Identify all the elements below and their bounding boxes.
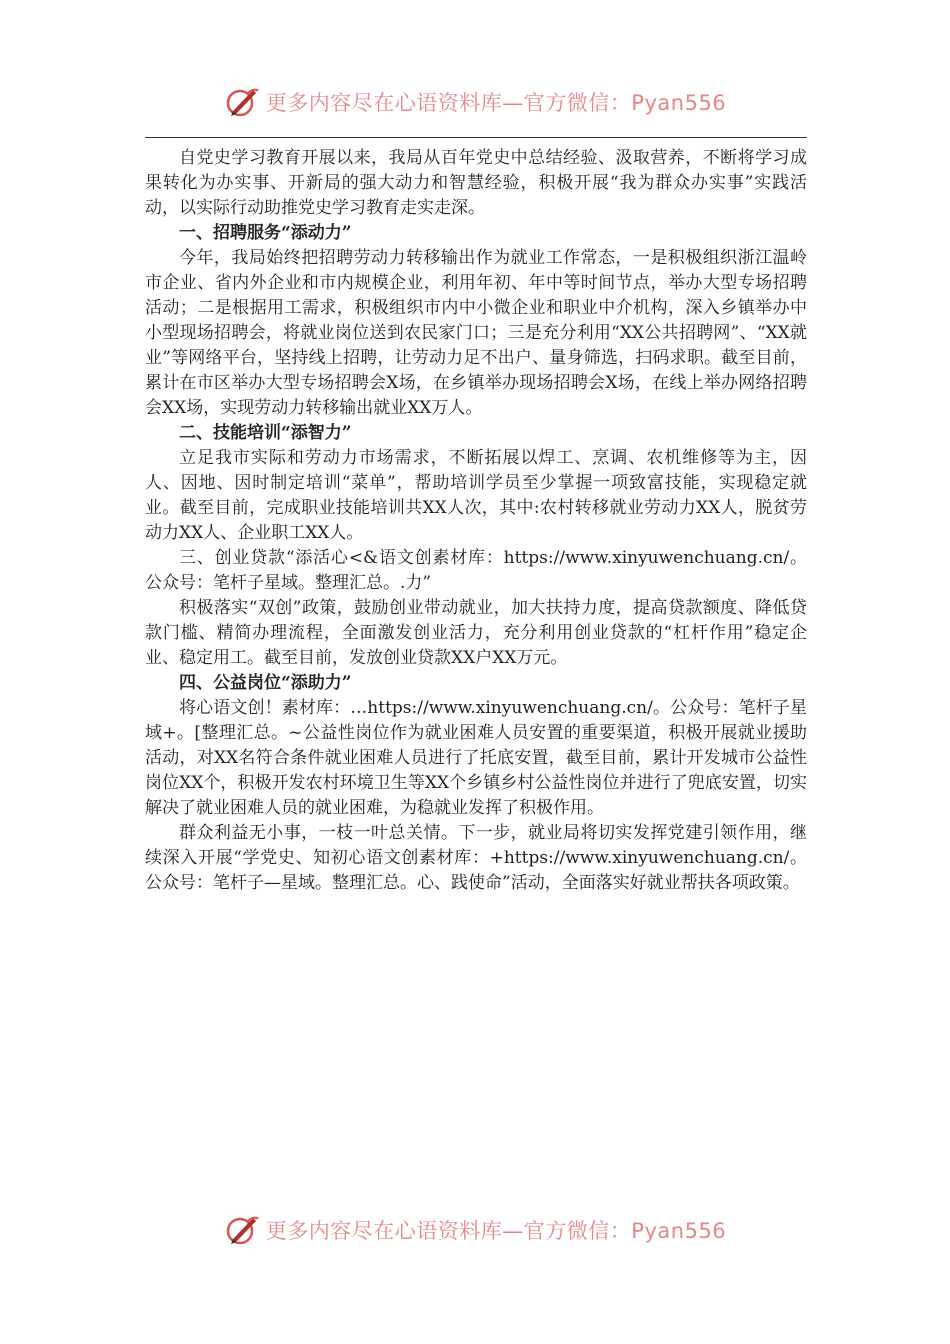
header-rule — [145, 137, 807, 138]
pen-circle-icon — [224, 84, 260, 120]
body-paragraph: 今年，我局始终把招聘劳动力转移输出作为就业工作常态，一是积极组织浙江温岭市企业、省内外企业和市内规模企业，利用年初、年中等时间节点，举办大型专场招聘活动；二是根据用工需求，积极组织市内中小微企业和职业中介机构，深入乡镇举办中小型现场招聘会，将就业岗位送到农民家门口；三是充分利用“XX公共招聘网”、“XX就业”等网络平台，坚持线上招聘，让劳动力足不出户、量身筛选，扫码求职。截至目前，累计在市区举办大型专场招聘会X场，在乡镇举办现场招聘会X场，在线上举办网络招聘会XX场，实现劳动力转移输出就业XX万人。 — [145, 248, 807, 418]
body-paragraph: 积极落实“双创”政策，鼓励创业带动就业，加大扶持力度，提高贷款额度、降低贷款门槛、精简办理流程，全面激发创业活力，充分利用创业贷款的“杠杆作用”稳定企业、稳定用工。截至目前，发放创业贷款XX户XX万元。 — [145, 598, 807, 668]
closing-paragraph: 群众利益无小事，一枝一叶总关情。下一步，就业局将切实发挥党建引领作用，继续深入开展“学党史、知初心语文创素材库：+https://www.xinyuwenchuang.cn/。公众号：笔杆子—星域。整理汇总。心、践使命”活动，全面落实好就业帮扶各项政策。 — [145, 823, 807, 893]
body-paragraph: 立足我市实际和劳动力市场需求，不断拓展以焊工、烹调、农机维修等为主，因人、因地、因时制定培训“菜单”，帮助培训学员至少掌握一项致富技能，实现稳定就业。截至目前，完成职业技能培训共XX人次，其中:农村转移就业劳动力XX人，脱贫劳动力XX人、企业职工XX人。 — [145, 448, 807, 543]
header-banner — [0, 82, 950, 122]
footer-banner — [0, 1210, 950, 1250]
intro-paragraph: 自党史学习教育开展以来，我局从百年党史中总结经验、汲取营养，不断将学习成果转化为办实事、开新局的强大动力和智慧经验，积极开展“我为群众办实事”实践活动，以实际行动助推党史学习教育走实走深。 — [145, 148, 807, 218]
banner-text: 更多内容尽在心语资料库—官方微信：Pyan556 — [265, 91, 727, 115]
section-heading: 四、公益岗位“添助力” — [179, 673, 352, 693]
section-heading: 二、技能培训“添智力” — [179, 423, 352, 443]
section-heading: 一、招聘服务“添动力” — [179, 223, 352, 243]
banner-text: 更多内容尽在心语资料库—官方微信：Pyan556 — [265, 1219, 727, 1243]
section-heading-garbled: 三、创业贷款“添活心<&语文创素材库：https://www.xinyuwenchuang.cn/。公众号：笔杆子星域。整理汇总。.力” — [145, 548, 807, 593]
pen-circle-icon — [224, 1212, 260, 1248]
body-paragraph: 将心语文创！素材库：…https://www.xinyuwenchuang.cn/。公众号：笔杆子星域+。[整理汇总。~公益性岗位作为就业困难人员安置的重要渠道，积极开展就业援助活动，对XX名符合条件就业困难人员进行了托底安置，截至目前，累计开发城市公益性岗位XX个，积极开发农村环境卫生等XX个乡镇乡村公益性岗位并进行了兜底安置，切实解决了就业困难人员的就业困难，为稳就业发挥了积极作用。 — [145, 698, 807, 818]
document-body — [145, 146, 807, 896]
